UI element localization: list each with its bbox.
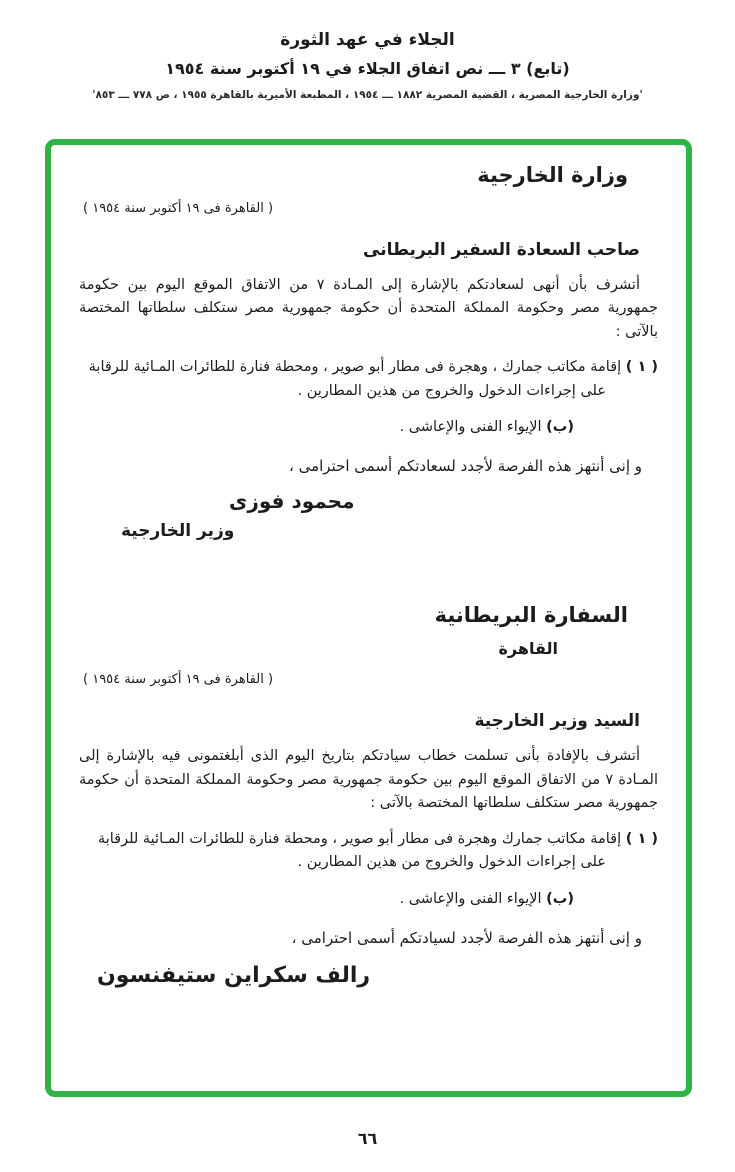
letter-ministry-foreign-affairs — [79, 163, 658, 541]
item-text: إقامة مكاتب جمارك ، وهجرة فى مطار أبو صوير ، ومحطة فنارة للطائرات المـائية للرقابة على إجراءات الدخول والخروج من هذين المطارين . — [88, 359, 622, 399]
letter2-signature-name: رالف سكراين ستيفنسون — [97, 962, 371, 988]
letter2-subheading: القاهرة — [498, 639, 558, 659]
chapter-title: الجلاء في عهد الثورة — [280, 30, 455, 50]
letter1-date: ( القاهرة فى ١٩ أكتوبر سنة ١٩٥٤ ) — [83, 201, 274, 216]
letter1-signature-name: محمود فوزى — [229, 489, 355, 514]
letter2-date: ( القاهرة فى ١٩ أكتوبر سنة ١٩٥٤ ) — [83, 672, 274, 688]
letter-british-embassy — [79, 603, 658, 987]
letter1-heading: وزارة الخارجية — [477, 163, 628, 187]
item-number: (ب) — [546, 419, 574, 436]
letter2-closing: و إنى أنتهز هذه الفرصة لأجدد لسيادتكم أسمى احترامى ، — [291, 928, 642, 947]
letter1-item-1 — [79, 356, 658, 403]
item-number: (ب) — [546, 890, 574, 907]
letter1-item-2 — [79, 419, 658, 435]
letter2-item-1 — [79, 828, 658, 875]
letter1-closing: و إنى أنتهز هذه الفرصة لأجدد لسعادتكم أسمى احترامى ، — [288, 457, 642, 476]
section-subtitle: (تابع) ٣ ـــ نص اتفاق الجلاء في ١٩ أكتوبر سنة ١٩٥٤ — [165, 59, 570, 78]
letter2-item-2 — [79, 891, 658, 907]
item-number: ( ١ ) — [625, 830, 658, 847]
letter2-body: أتشرف بالإفادة بأنى تسلمت خطاب سيادتكم بتاريخ اليوم الذى أبلغتمونى فيه بالإشارة إلى المـادة ٧ من الاتفاق الموقع اليوم بين حكومة جمهورية مصر وحكومة المملكة المتحدة أن حكومة جمهورية مصر ستكلف سلطاتها المختصة بالآتى : — [79, 748, 658, 812]
source-citation: 'وزارة الخارجية المصرية ، القضية المصرية ١٨٨٢ ـــ ١٩٥٤ ، المطبعة الأميرية بالقاهرة ١٩٥٥ ، ص ٧٧٨ ـــ ٨٥٣' — [92, 89, 643, 101]
letter1-body: أتشرف بأن أنهى لسعادتكم بالإشارة إلى المـادة ٧ من الاتفاق الموقع اليوم بين حكومة جمهورية مصر وحكومة المملكة المتحدة أن حكومة جمهورية مصر ستكلف سلطاتها المختصة بالآتى : — [79, 277, 658, 340]
letter1-salutation: صاحب السعادة السفير البريطانى — [363, 240, 640, 260]
letter2-heading: السفارة البريطانية — [434, 603, 628, 628]
item-text: الإيواء الفنى والإعاشى . — [399, 890, 542, 907]
item-text: الإيواء الفنى والإعاشى . — [399, 419, 542, 436]
item-text: إقامة مكاتب جمارك وهجرة فى مطار أبو صوير ، ومحطة فنارة للطائرات المـائية للرقابة على إجراءات الدخول والخروج من هذين المطارين . — [97, 830, 622, 871]
agreement-highlight-box — [45, 139, 692, 1097]
document-header — [0, 30, 735, 101]
item-number: ( ١ ) — [625, 359, 658, 376]
page-number: ٦٦ — [357, 1129, 378, 1148]
letter1-signature-title: وزير الخارجية — [121, 521, 235, 542]
letter2-salutation: السيد وزير الخارجية — [474, 711, 640, 732]
